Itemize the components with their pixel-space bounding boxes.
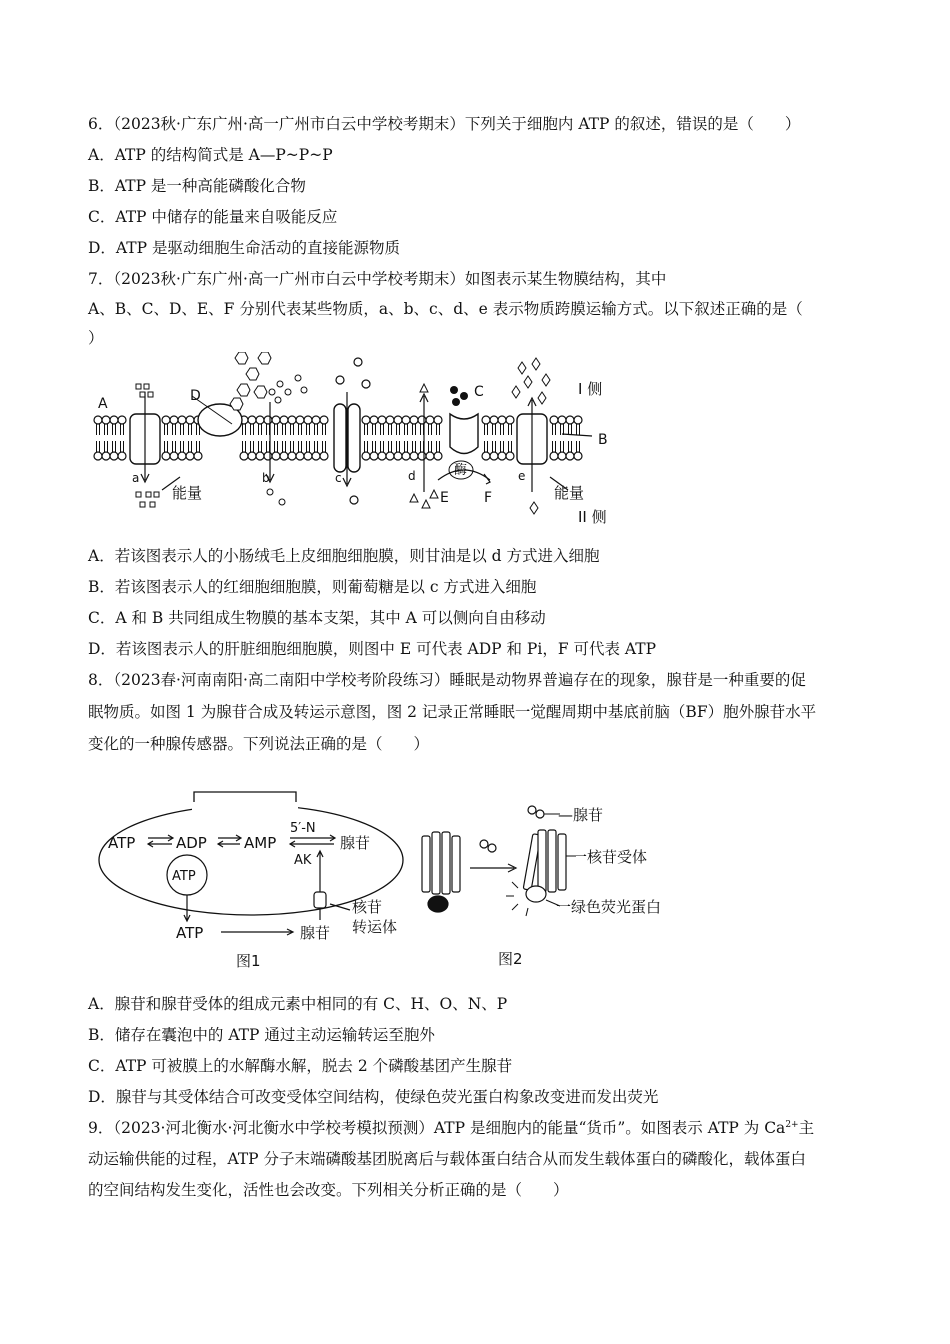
fig1-transporter-line2: 转运体 [352,918,398,936]
q7-stem-line3: ） [88,329,104,347]
enzyme-protein [450,414,478,454]
label-side-1: I 侧 [578,380,603,398]
q9-line1-end: 主 [798,1119,815,1137]
q9-calcium-charge: 2+ [785,1119,799,1130]
label-energy-right: 能量 [554,484,585,502]
fig1-atp: ATP [108,834,136,852]
q6-stem: 6．（2023秋·广东广州·高一广州市白云中学校考期末）下列关于细胞内 ATP 的叙述，错误的是（ ） [88,115,801,133]
label-route-b: b [262,471,270,485]
q7-stem-line1: 7．（2023秋·广东广州·高一广州市白云中学校考期末）如图表示某生物膜结构，其中 [88,270,667,288]
q8-option-b: B．储存在囊泡中的 ATP 通过主动运输转运至胞外 [88,1026,435,1044]
fig1-amp: AMP [244,834,277,852]
label-f: F [484,490,493,506]
label-route-c: c [335,471,342,485]
fig1-enzyme-bottom: AK [294,853,312,868]
fig1-caption: 图1 [236,952,261,970]
adenosine-figure-1 [96,780,416,976]
fig2-label-gfp: 一绿色荧光蛋白 [556,898,662,916]
label-energy-left: 能量 [172,484,203,502]
sugar-chain [230,352,271,410]
fig1-adenosine-outside: 腺苷 [300,924,331,942]
fig1-atp-vesicle: ATP [172,869,196,884]
q7-option-a: A．若该图表示人的小肠绒毛上皮细胞细胞膜，则甘油是以 d 方式进入细胞 [88,547,600,565]
q9-stem-line1 [88,1118,814,1138]
label-c: C [474,384,484,400]
fig1-adenosine-inside: 腺苷 [340,834,371,852]
q8-option-a: A．腺苷和腺苷受体的组成元素中相同的有 C、H、O、N、P [88,995,508,1013]
q8-option-d: D．腺苷与其受体结合可改变受体空间结构，使绿色荧光蛋白构象改变进而发出荧光 [88,1088,659,1106]
adenosine-sensor-figure-2 [410,796,700,976]
q7-option-b: B．若该图表示人的红细胞细胞膜，则葡萄糖是以 c 方式进入细胞 [88,578,537,596]
label-a-substance: A [98,396,108,412]
fig2-receptor-right [523,830,566,902]
fig1-atp-out: ATP [176,924,204,942]
fig1-adp: ADP [176,834,207,852]
label-route-d: d [408,469,416,483]
fig2-receptor-left [422,832,460,912]
q6-option-b: B．ATP 是一种高能磷酸化合物 [88,177,306,195]
q9-stem-line3: 的空间结构发生变化，活性也会改变。下列相关分析正确的是（ ） [88,1181,569,1199]
substance-circles [267,375,307,505]
q6-option-d: D．ATP 是驱动细胞生命活动的直接能源物质 [88,239,400,257]
q7-stem-line2: A、B、C、D、E、F 分别代表某些物质，a、b、c、d、e 表示物质跨膜运输方式。以下叙述正确的是（ [88,300,803,318]
label-e: E [440,490,449,506]
q7-option-d: D．若该图表示人的肝脏细胞细胞膜，则图中 E 可代表 ADP 和 Pi，F 可代表 ATP [88,640,657,658]
membrane-figure [92,352,622,532]
q7-option-c: C．A 和 B 共同组成生物膜的基本支架，其中 A 可以侧向自由移动 [88,609,546,627]
label-enzyme: 酶 [454,463,468,478]
label-side-2: II 侧 [578,508,607,526]
label-route-a: a [132,471,140,485]
fig1-enzyme-top: 5′-N [290,821,316,836]
fig2-label-adenosine: —腺苷 [558,806,604,824]
fig1-transporter-line1: 核苷 [352,898,383,916]
label-route-e: e [518,469,526,483]
q6-option-c: C．ATP 中储存的能量来自吸能反应 [88,208,338,226]
fig2-label-receptor: 一核苷受体 [572,848,648,866]
q8-stem-line3: 变化的一种腺传感器。下列说法正确的是（ ） [88,735,430,753]
fig1-transporter [314,892,326,908]
q8-stem-line1: 8．（2023春·河南南阳·高二南阳中学校考阶段练习）睡眠是动物界普遍存在的现象，腺苷是一种重要的促 [88,671,806,689]
q9-line1-text: 9．（2023·河北衡水·河北衡水中学校考模拟预测）ATP 是细胞内的能量“货币”。如图表示 ATP 为 Ca [88,1119,786,1137]
label-b: B [598,432,608,448]
substance-c [450,386,468,406]
channel-right [348,404,360,472]
q8-option-c: C．ATP 可被膜上的水解酶水解，脱去 2 个磷酸基团产生腺苷 [88,1057,513,1075]
q8-stem-line2: 眠物质。如图 1 为腺苷合成及转运示意图，图 2 记录正常睡眠一觉醒周期中基底前脑（BF）胞外腺苷水平 [88,703,817,721]
channel-left [334,404,346,472]
label-d: D [190,388,201,404]
q9-stem-line2: 动运输供能的过程，ATP 分子末端磷酸基团脱离后与载体蛋白结合从而发生载体蛋白的磷酸化，载体蛋白 [88,1150,807,1168]
fig2-caption: 图2 [498,950,523,968]
q6-option-a: A．ATP 的结构简式是 A—P~P~P [88,146,333,164]
